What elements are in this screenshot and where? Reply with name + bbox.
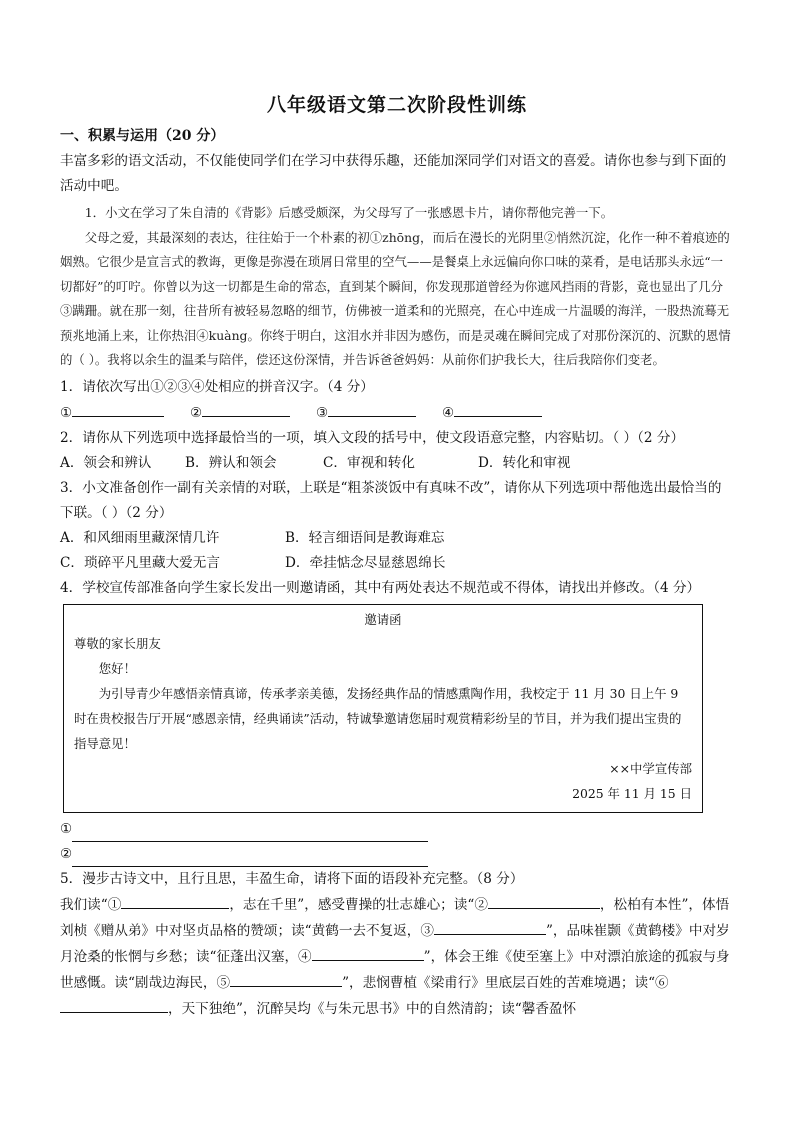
question-1: 1．请依次写出①②③④处相应的拼音汉字。（4 分） — [60, 378, 374, 395]
section-heading: 一、积累与运用（20 分） — [60, 128, 225, 144]
item1-lead: 1．小文在学习了朱自清的《背影》后感受颇深，为父母写了一张感恩卡片，请你帮他完善一下。 — [84, 205, 614, 220]
invitation-box — [63, 604, 703, 813]
q2-option-a[interactable]: A．领会和辨认 — [60, 454, 152, 471]
invitation-heading: 邀请函 — [364, 611, 402, 627]
q1-blank-2[interactable]: ② — [190, 400, 316, 426]
q3-options-row2 — [60, 551, 734, 576]
q3-option-c[interactable]: C．琐碎平凡里藏大爱无言 — [60, 554, 220, 571]
q1-blank-3[interactable]: ③ — [316, 400, 442, 426]
section-intro: 丰富多彩的语文活动，不仅能使同学们在学习中获得乐趣，还能加深同学们对语文的喜爱。请你也参与到下面的活动中吧。 — [60, 153, 727, 194]
q3-option-a[interactable]: A．和风细雨里藏深情几许 — [60, 529, 220, 546]
q5-blank-5[interactable] — [230, 970, 342, 987]
question-5: 5．漫步古诗文中，且行且思，丰盈生命，请将下面的语段补充完整。（8 分） — [60, 870, 524, 887]
card-passage: 父母之爱，其最深刻的表达，往往始于一个朴素的初①zhōng，而后在漫长的光阴里②悄然沉淀，化作一种不着痕迹的姻熟。它很少是宣言式的教诲，更像是弥漫在琐屑日常里的空气——是餐桌上永远偏向你口味的菜肴，是电话那头永远“一切都好”的叮咛。你曾以为这一切都是生命的常态，直到某个瞬间，你发现那道曾经为你遮风挡雨的背影，竟也显出了几分③蹒跚。就在那一刻，往昔所有被轻易忽略的细节，仿佛被一道柔和的光照亮，在心中连成一片温暖的海洋，一股热流蓦无预兆地涌上来，让你热泪④kuàng。你终于明白，这泪水并非因为感伤，而是灵魂在瞬间完成了对那份深沉的、沉默的恩情的（ ）。我将以余生的温柔与陪伴，偿还这份深情，并告诉爸爸妈妈：从前你们护我长大，往后我陪你们变老。 — [60, 229, 731, 367]
q1-blank-4[interactable]: ④ — [442, 400, 568, 426]
question-2: 2．请你从下列选项中选择最恰当的一项，填入文段的括号中，使文段语意完整，内容贴切。（ ）（2 分） — [60, 429, 685, 446]
q3-option-b[interactable]: B．轻言细语间是教诲难忘 — [285, 529, 445, 546]
q1-blanks — [60, 400, 734, 426]
q5-blank-2[interactable] — [488, 892, 600, 909]
q4-answer-1[interactable]: ① — [60, 817, 734, 842]
page-title: 八年级语文第二次阶段性训练 — [266, 94, 527, 116]
q2-option-d[interactable]: D．转化和审视 — [478, 454, 571, 471]
q5-blank-4[interactable] — [312, 944, 424, 961]
q5-blank-6[interactable] — [60, 996, 168, 1013]
invitation-greeting: 尊敬的家长朋友 — [74, 635, 161, 651]
q3-option-d[interactable]: D．牵挂惦念尽显慈恩绵长 — [285, 554, 446, 571]
q4-answer-2[interactable]: ② — [60, 842, 734, 867]
q1-blank-1[interactable]: ① — [60, 400, 190, 426]
q2-option-c[interactable]: C．审视和转化 — [323, 454, 415, 471]
q5-blank-3[interactable] — [434, 918, 546, 935]
invitation-hello: 您好！ — [98, 660, 136, 676]
exam-page — [60, 90, 734, 1022]
q5-blank-1[interactable] — [121, 892, 229, 909]
invitation-date: 2025 年 11 月 15 日 — [572, 785, 692, 801]
invitation-signature: ××中学宣传部 — [609, 760, 692, 776]
q2-option-b[interactable]: B．辨认和领会 — [185, 454, 277, 471]
question-4: 4．学校宣传部准备向学生家长发出一则邀请函，其中有两处表达不规范或不得体，请找出并修改。（4 分） — [60, 579, 701, 596]
invitation-body: 为引导青少年感悟亲情真谛，传承孝亲美德，发扬经典作品的情感熏陶作用，我校定于 11 月 30 日上午 9 时在贵校报告厅开展“感恩亲情，经典诵读”活动，特诚挚邀请您届时观赏精彩纷呈的节目，并为我们提出宝贵的指导意见！ — [74, 685, 682, 751]
q3-options-row1 — [60, 526, 734, 551]
q5-paragraph: 我们读“① ，志在千里”，感受曹操的壮志雄心；读“② ，松柏有本性”，体悟刘桢《赠从弟》中对坚贞品格的赞颂；读“黄鹤一去不复返，③ ”，品味崔颢《黄鹤楼》中对岁月沧桑的怅惘与乡愁；读“征蓬出汉塞，④ ”，体会王维《使至塞上》中对漂泊旅途的孤寂与身世感慨。读“剧哉边海民，⑤ ”，悲悯曹植《梁甫行》里底层百姓的苦难境遇；读“⑥，天下独绝”，沉醉吴均《与朱元思书》中的自然清韵；读“馨香盈怀 — [60, 892, 734, 1022]
question-3: 3．小文准备创作一副有关亲情的对联，上联是“粗茶淡饭中有真味不改”，请你从下列选项中帮他选出最恰当的下联。（ ）（2 分） — [60, 479, 722, 521]
q2-options — [60, 451, 734, 476]
